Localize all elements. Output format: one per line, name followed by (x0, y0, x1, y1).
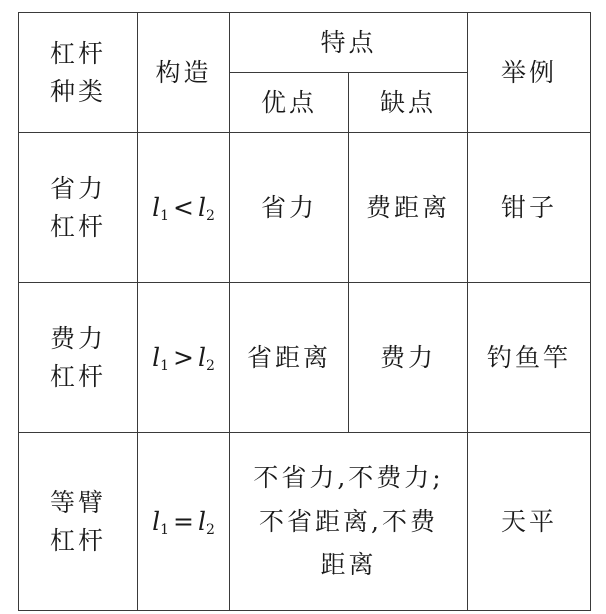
features-line3: 距离 (320, 550, 377, 580)
formula-left-sub: 1 (160, 521, 170, 538)
cons-cell: 费距离 (349, 133, 468, 283)
formula-operator: < (173, 192, 194, 222)
header-examples: 举例 (468, 13, 591, 133)
table-row (19, 133, 591, 283)
formula (152, 193, 215, 222)
header-lever-kind-line2: 种类 (49, 76, 106, 106)
lever-comparison-table (18, 12, 591, 611)
structure-formula (138, 283, 230, 433)
formula-left-var: l (152, 192, 161, 222)
structure-formula (138, 433, 230, 611)
cons-cell: 费力 (349, 283, 468, 433)
lever-kind-line1: 等臂 (49, 488, 106, 517)
formula-right-sub: 2 (205, 521, 215, 538)
formula-right-sub: 2 (205, 207, 215, 224)
lever-kind-line2: 杠杆 (49, 361, 106, 391)
pros-cell: 省力 (230, 133, 349, 283)
features-line2: 不省距离,不费 (259, 506, 438, 536)
formula-right-var: l (197, 342, 206, 372)
lever-kind-cell (19, 433, 138, 611)
header-lever-kind-line1: 杠杆 (49, 39, 106, 68)
formula-left-sub: 1 (160, 207, 170, 224)
structure-formula (138, 133, 230, 283)
formula-operator: > (173, 342, 194, 372)
formula-operator: = (173, 506, 194, 536)
header-pros: 优点 (230, 73, 349, 133)
example-cell: 钓鱼竿 (468, 283, 591, 433)
header-cons: 缺点 (349, 73, 468, 133)
header-row-1 (19, 13, 591, 73)
pros-cell: 省距离 (230, 283, 349, 433)
features-merged-cell (230, 433, 468, 611)
header-structure: 构造 (138, 13, 230, 133)
lever-kind-line1: 费力 (49, 324, 106, 353)
table-row (19, 283, 591, 433)
formula (152, 343, 215, 372)
lever-kind-cell (19, 283, 138, 433)
formula-right-var: l (197, 192, 206, 222)
lever-kind-line1: 省力 (49, 174, 106, 203)
header-lever-kind (19, 13, 138, 133)
formula-right-sub: 2 (205, 357, 215, 374)
formula-left-var: l (152, 342, 161, 372)
formula-right-var: l (197, 506, 206, 536)
example-cell: 钳子 (468, 133, 591, 283)
features-line1: 不省力,不费力; (253, 462, 444, 492)
example-cell: 天平 (468, 433, 591, 611)
header-features: 特点 (230, 13, 468, 73)
formula (152, 507, 215, 536)
table-row (19, 433, 591, 611)
lever-kind-line2: 杠杆 (49, 525, 106, 555)
formula-left-var: l (152, 506, 161, 536)
lever-kind-cell (19, 133, 138, 283)
lever-kind-line2: 杠杆 (49, 211, 106, 241)
formula-left-sub: 1 (160, 357, 170, 374)
